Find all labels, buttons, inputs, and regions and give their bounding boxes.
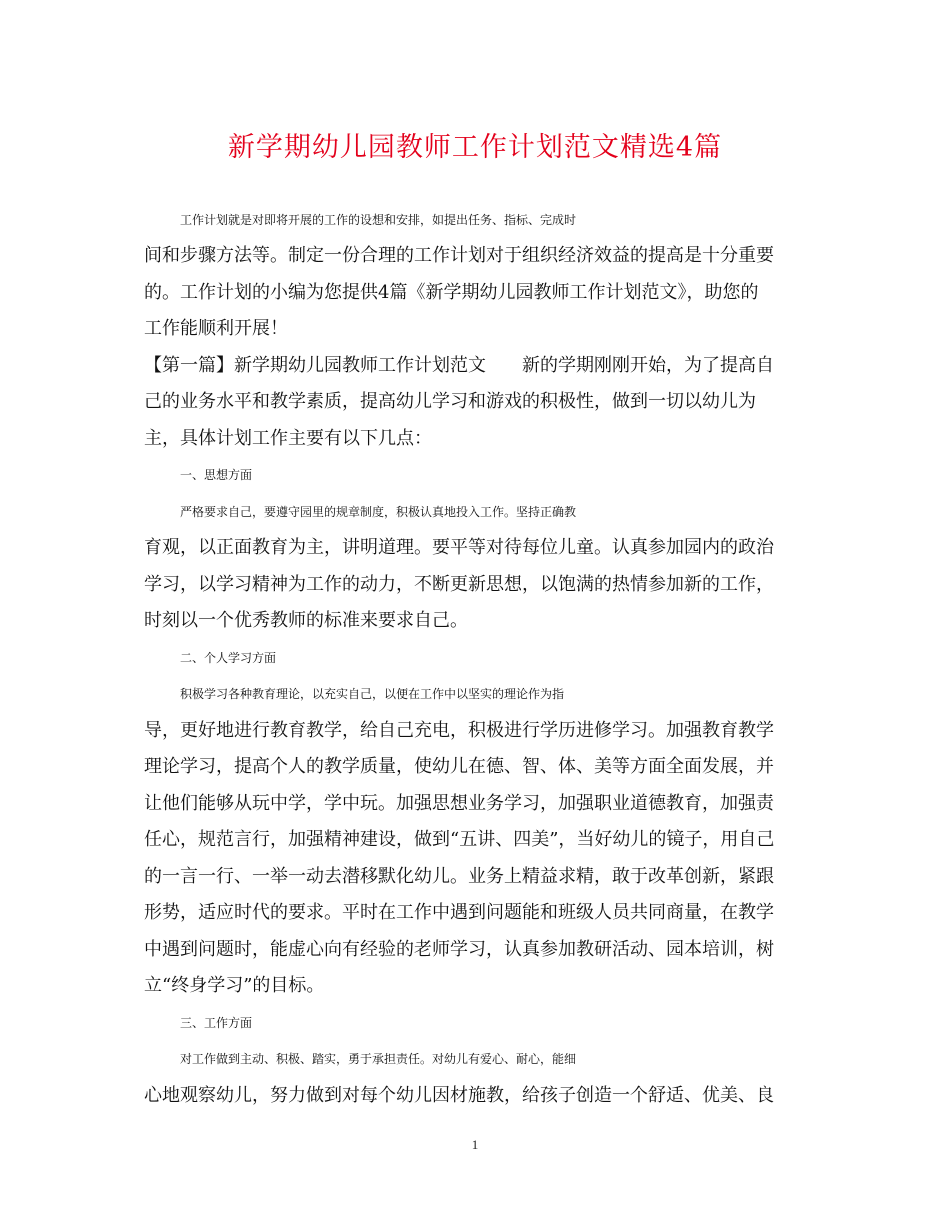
- text-line: 导，更好地进行教育教学，给自己充电，积极进行学历进修学习。加强教育教学: [144, 720, 774, 741]
- text-line: 心地观察幼儿，努力做到对每个幼儿因材施教，给孩子创造一个舒适、优美、良: [144, 1085, 774, 1106]
- section-heading-line: 【第一篇】新学期幼儿园教师工作计划范文 新的学期刚刚开始，为了提高自: [144, 355, 774, 376]
- text-line: 中遇到问题时，能虚心向有经验的老师学习，认真参加教研活动、园本培训，树: [144, 939, 774, 960]
- text-line: 对工作做到主动、积极、踏实，勇于承担责任。对幼儿有爱心、耐心，能细: [180, 1052, 577, 1066]
- text-line: 理论学习，提高个人的教学质量，使幼儿在德、智、体、美等方面全面发展，并: [144, 756, 774, 777]
- text-line: 严格要求自己，要遵守园里的规章制度，积极认真地投入工作。坚持正确教: [180, 505, 577, 519]
- text-line: 时刻以一个优秀教师的标准来要求自己。: [144, 610, 468, 631]
- subheading: 二、个人学习方面: [180, 651, 277, 665]
- page-number: 1: [471, 1137, 479, 1152]
- text-line: 的一言一行、一举一动去潜移默化幼儿。业务上精益求精，敢于改革创新，紧跟: [144, 866, 774, 887]
- document-title: 新学期幼儿园教师工作计划范文精选4篇: [227, 132, 723, 163]
- text-line: 积极学习各种教育理论，以充实自己，以便在工作中以坚实的理论作为指: [180, 687, 565, 701]
- text-line: 育观，以正面教育为主，讲明道理。要平等对待每位儿童。认真参加园内的政治: [144, 537, 774, 558]
- text-line: 让他们能够从玩中学，学中玩。加强思想业务学习，加强职业道德教育，加强责: [144, 793, 774, 814]
- text-line: 间和步骤方法等。制定一份合理的工作计划对于组织经济效益的提高是十分重要: [144, 245, 774, 266]
- subheading: 一、思想方面: [180, 468, 253, 482]
- subheading: 三、工作方面: [180, 1016, 253, 1030]
- text-line: 学习，以学习精神为工作的动力，不断更新思想，以饱满的热情参加新的工作，: [144, 574, 774, 595]
- text-line: 主，具体计划工作主要有以下几点：: [144, 428, 432, 449]
- text-line: 工作计划就是对即将开展的工作的设想和安排，如提出任务、指标、完成时: [180, 213, 577, 227]
- text-line: 的。工作计划的小编为您提供4篇《新学期幼儿园教师工作计划范文》，助您的: [144, 282, 759, 303]
- text-line: 形势，适应时代的要求。平时在工作中遇到问题能和班级人员共同商量，在教学: [144, 902, 774, 923]
- text-line: 工作能顺利开展！: [144, 318, 288, 339]
- text-line: 立“终身学习”的目标。: [144, 975, 325, 996]
- text-line: 任心，规范言行，加强精神建设，做到“五讲、四美”，当好幼儿的镜子，用自己: [144, 829, 775, 850]
- text-line: 己的业务水平和教学素质，提高幼儿学习和游戏的积极性，做到一切以幼儿为: [144, 391, 756, 412]
